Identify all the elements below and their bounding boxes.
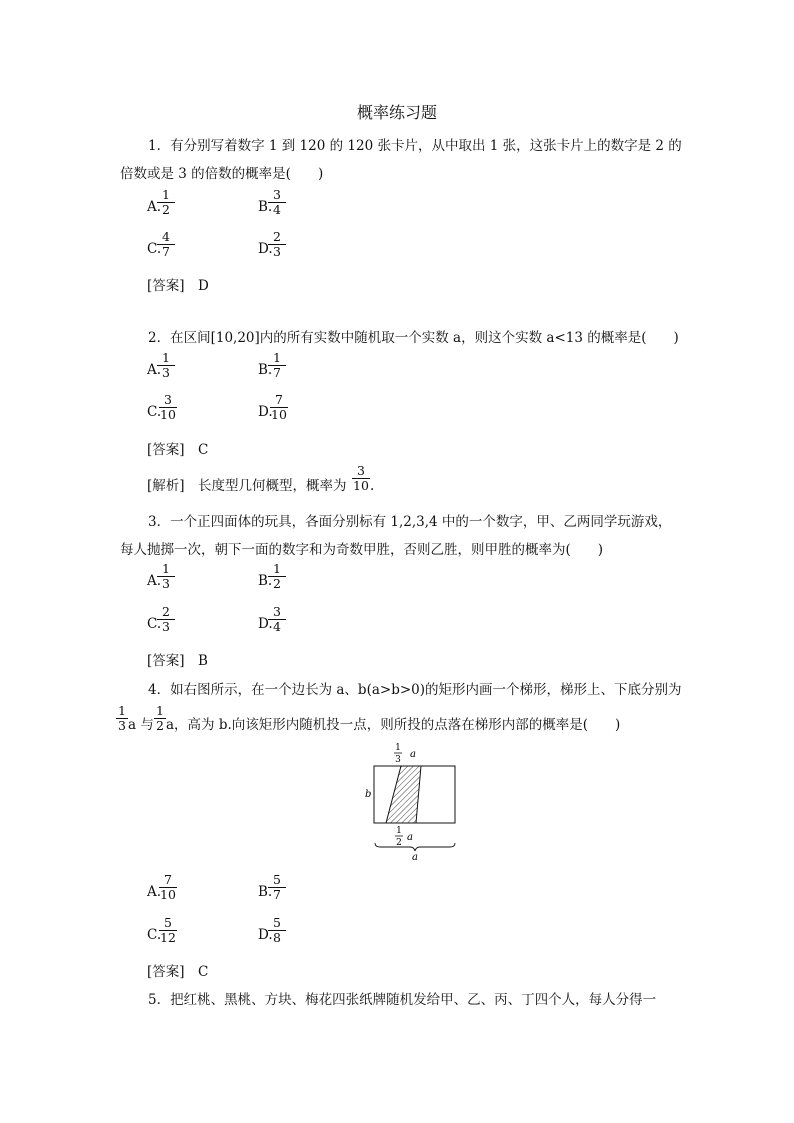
option-label: B. bbox=[258, 573, 273, 589]
question-3-line-1: 3．一个正四面体的玩具，各面分别标有 1,2,3,4 中的一个数字，甲、乙两同学玩游戏， bbox=[148, 514, 672, 530]
question-1-line-1: 1．有分别写着数字 1 到 120 的 120 张卡片，从中取出 1 张，这张卡片上的数字是 2 的 bbox=[148, 138, 682, 154]
analysis-period: . bbox=[370, 478, 375, 494]
fraction: 1 3 bbox=[114, 704, 130, 732]
fraction: 5 8 bbox=[266, 916, 288, 944]
question-1-answer: [答案] D bbox=[147, 278, 209, 294]
fraction: 3 10 bbox=[353, 463, 369, 493]
bottom-frac-den: 2 bbox=[396, 838, 402, 848]
trapezoid bbox=[386, 766, 421, 823]
text-segment: a，高为 b.向该矩形内随机投一点，则所投的点落在梯形内部的概率是( ) bbox=[166, 717, 621, 733]
fraction: 7 10 bbox=[160, 872, 176, 902]
fraction: 1 3 bbox=[155, 351, 177, 379]
fraction: 5 7 bbox=[266, 873, 288, 901]
option-label: A. bbox=[147, 199, 162, 215]
fraction: 1 3 bbox=[155, 562, 177, 590]
fraction: 3 4 bbox=[266, 188, 288, 216]
fraction: 2 3 bbox=[155, 605, 177, 633]
side-label: b bbox=[365, 789, 372, 800]
option-label: A. bbox=[147, 573, 162, 589]
bottom-var-label: a bbox=[407, 832, 413, 843]
question-4-line-1: 4．如右图所示，在一个边长为 a、b(a>b>0)的矩形内画一个梯形，梯形上、下底分别为 bbox=[148, 682, 682, 698]
fraction: 1 2 bbox=[152, 704, 168, 732]
fraction: 1 2 bbox=[266, 562, 288, 590]
fraction: 5 12 bbox=[160, 915, 176, 945]
option-label: B. bbox=[258, 362, 273, 378]
top-frac-num: 1 bbox=[395, 743, 401, 753]
option-label: C. bbox=[147, 616, 162, 632]
option-label: B. bbox=[258, 884, 273, 900]
option-label: A. bbox=[147, 362, 162, 378]
text-segment: a 与 bbox=[128, 717, 154, 733]
option-label: D. bbox=[258, 241, 273, 257]
option-label: D. bbox=[258, 616, 273, 632]
option-label: C. bbox=[147, 927, 162, 943]
option-label: C. bbox=[147, 241, 162, 257]
question-4-answer: [答案] C bbox=[147, 964, 209, 980]
fraction: 1 2 bbox=[155, 188, 177, 216]
option-label: C. bbox=[147, 404, 162, 420]
trapezoid-in-rectangle-figure bbox=[360, 740, 470, 862]
top-var-label: a bbox=[410, 749, 416, 760]
option-label: D. bbox=[258, 927, 273, 943]
fraction: 7 10 bbox=[271, 392, 287, 422]
fraction: 2 3 bbox=[266, 230, 288, 258]
bottom-frac-num: 1 bbox=[396, 826, 402, 836]
fraction: 1 7 bbox=[266, 351, 288, 379]
page-title: 概率练习题 bbox=[356, 103, 437, 122]
analysis-text: [解析] 长度型几何概型，概率为 bbox=[147, 478, 347, 494]
option-label: D. bbox=[258, 404, 273, 420]
question-1-line-2: 倍数或是 3 的倍数的概率是( ) bbox=[120, 166, 324, 182]
option-label: A. bbox=[147, 884, 162, 900]
option-label: B. bbox=[258, 199, 273, 215]
top-frac-den: 3 bbox=[395, 755, 401, 765]
question-2-line-1: 2．在区间[10,20]内的所有实数中随机取一个实数 a，则这个实数 a<13 的概率是( ) bbox=[148, 330, 679, 346]
fraction: 3 10 bbox=[160, 392, 176, 422]
question-3-answer: [答案] B bbox=[147, 653, 208, 669]
question-3-line-2: 每人抛掷一次，朝下一面的数字和为奇数甲胜，否则乙胜，则甲胜的概率为( ) bbox=[120, 542, 604, 558]
fraction: 4 7 bbox=[155, 230, 177, 258]
question-5-line-1: 5．把红桃、黑桃、方块、梅花四张纸牌随机发给甲、乙、丙、丁四个人，每人分得一 bbox=[148, 992, 657, 1008]
width-brace bbox=[375, 843, 455, 851]
question-2-answer: [答案] C bbox=[147, 442, 209, 458]
width-label: a bbox=[412, 852, 418, 862]
fraction: 3 4 bbox=[266, 605, 288, 633]
